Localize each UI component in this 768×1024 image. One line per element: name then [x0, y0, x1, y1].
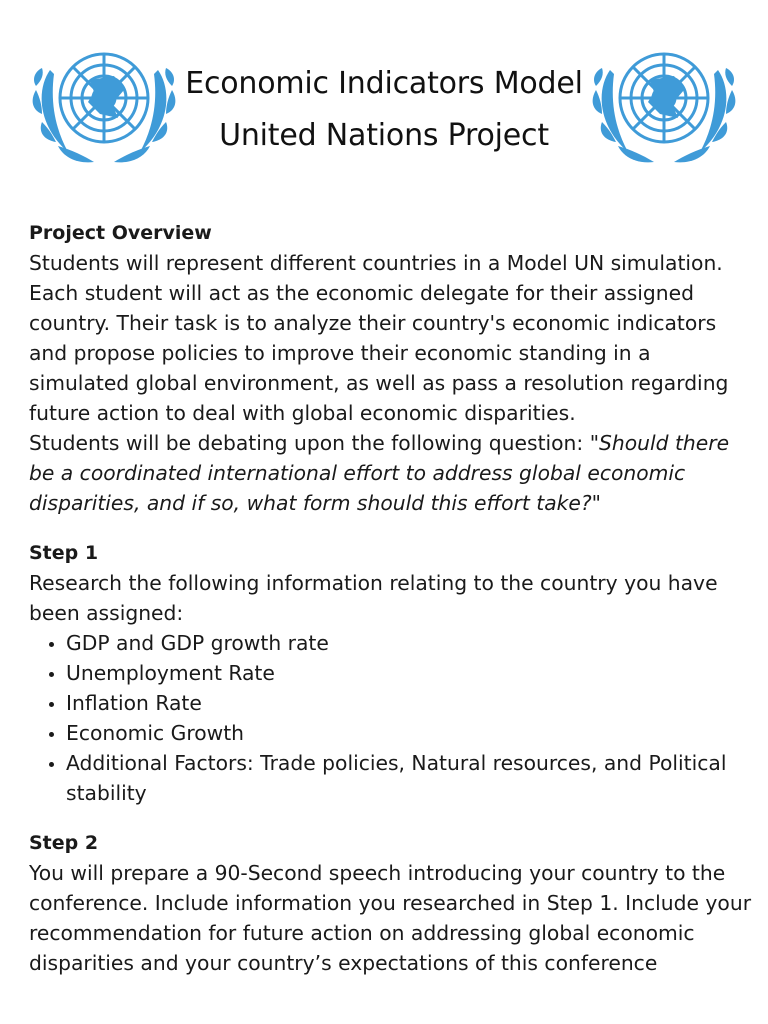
step2-paragraph: You will prepare a 90-Second speech introducing your country to the conference. Include information you researched in Step 1. Include your recommendation for future action on addressing global economic disparities and your country’s expectations of this conference [29, 861, 752, 975]
step1-list [29, 628, 754, 808]
question-intro: Students will be debating upon the following question: [29, 431, 590, 455]
title-line-1: Economic Indicators Model [185, 66, 583, 101]
overview-heading: Project Overview [29, 222, 212, 244]
document-body [29, 218, 754, 978]
step2-heading: Step 2 [29, 832, 99, 854]
debate-question: "Should there be a coordinated international effort to address global economic disparities, and if so, what form should this effort take?" [29, 431, 730, 515]
page-title [150, 58, 618, 162]
list-item: • Additional Factors: Trade policies, Natural resources, and Political stability [66, 748, 754, 808]
step1-intro: Research the following information relating to the country you have been assigned: [29, 571, 718, 625]
title-line-2: United Nations Project [219, 118, 549, 153]
debate-question-paragraph [29, 428, 754, 518]
list-item: • Economic Growth [66, 718, 754, 748]
list-item: • Unemployment Rate [66, 658, 754, 688]
overview-paragraph: Students will represent different countries in a Model UN simulation. Each student will act as the economic delegate for their assigned country. Their task is to analyze their country's economic indicators and propose policies to improve their economic standing in a simulated global environment, as well as pass a resolution regarding future action to deal with global economic disparities. [29, 251, 729, 425]
list-item: • GDP and GDP growth rate [66, 628, 754, 658]
step1-heading: Step 1 [29, 542, 99, 564]
list-item: • Inflation Rate [66, 688, 754, 718]
